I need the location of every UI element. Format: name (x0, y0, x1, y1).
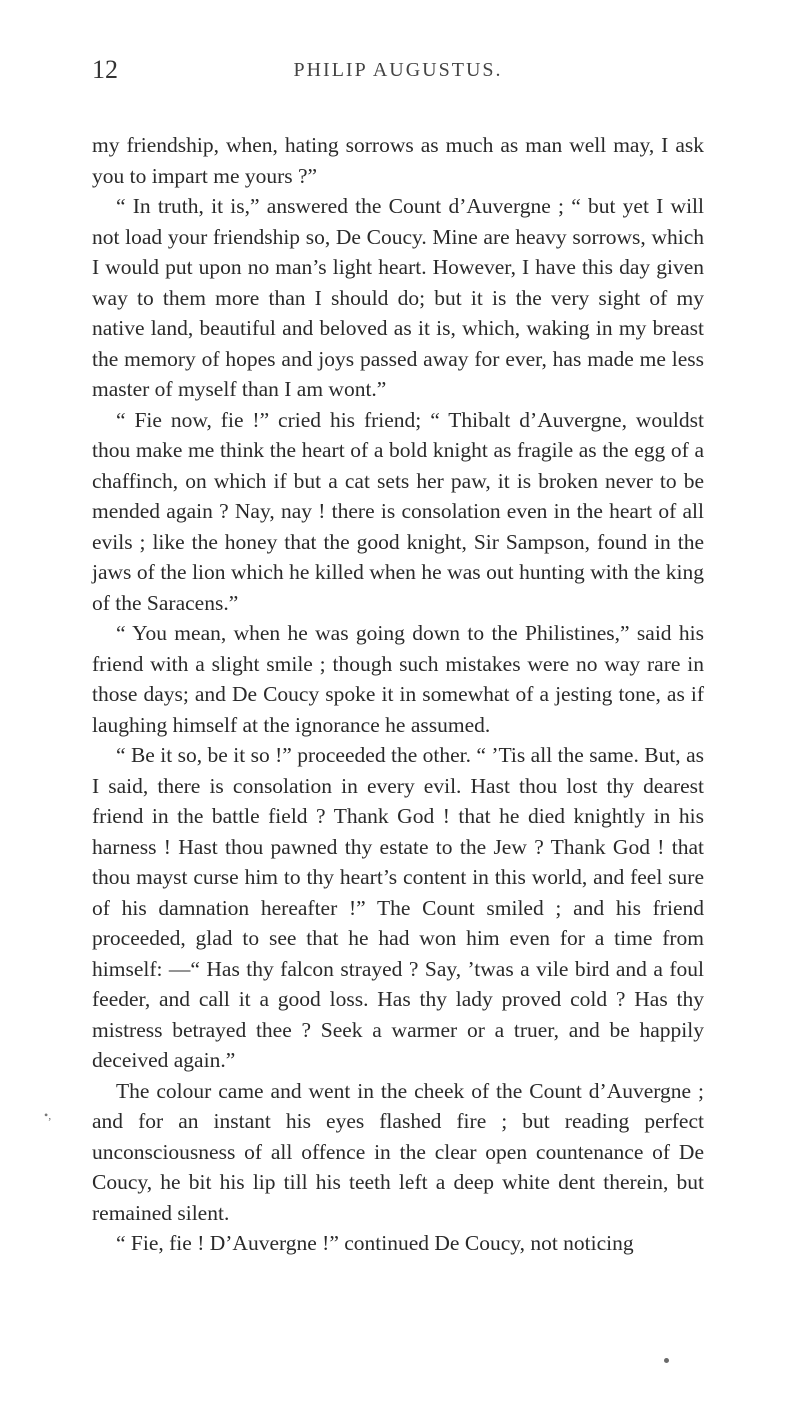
running-head (92, 52, 704, 88)
paragraph: The colour came and went in the cheek of the Count d’Auvergne ; and for an instant his eyes flashed fire ; but reading perfect unconsciousness of all offence in the clear open countenance of De Coucy, he bit his lip till his teeth left a deep white dent therein, but remained silent. (92, 1078, 704, 1225)
body-text (92, 130, 704, 1259)
paragraph: “ Fie, fie ! D’Auvergne !” continued De Coucy, not noticing (116, 1231, 634, 1255)
paragraph: “ In truth, it is,” answered the Count d’Auvergne ; “ but yet I will not load your friendship so, De Coucy. Mine are heavy sorrows, which I would put upon no man’s light heart. However, I have this day given way to them more than I should do; but it is the very sight of my native land, beautiful and beloved as it is, which, waking in my breast the memory of hopes and joys passed away for ever, has made me less master of myself than I am wont.” (92, 194, 704, 401)
page-number: 12 (92, 55, 118, 84)
ink-speck (664, 1358, 669, 1363)
paragraph: my friendship, when, hating sorrows as much as man well may, I ask you to impart me yours ?” (92, 133, 704, 188)
running-title: PHILIP AUGUSTUS. (293, 59, 503, 81)
paragraph: “ You mean, when he was going down to the Philistines,” said his friend with a slight smile ; though such mistakes were no way rare in those days; and De Coucy spoke it in somewhat of a jesting tone, as if laughing himself at the ignorance he assumed. (92, 621, 704, 737)
margin-mark: •, (44, 1108, 52, 1122)
paragraph: “ Be it so, be it so !” proceeded the other. “ ’Tis all the same. But, as I said, there is consolation in every evil. Hast thou lost thy dearest friend in the battle field ? Thank God ! that he died knightly in his harness ! Hast thou pawned thy estate to the Jew ? Thank God ! that thou mayst curse him to thy heart’s content in this world, and feel sure of his damnation hereafter !” The Count smiled ; and his friend proceeded, glad to see that he had won him even for a time from himself: —“ Has thy falcon strayed ? Say, ’twas a vile bird and a foul feeder, and call it a good loss. Has thy lady proved cold ? Has thy mistress betrayed thee ? Seek a warmer or a truer, and be happily deceived again.” (92, 743, 704, 1072)
paragraph: “ Fie now, fie !” cried his friend; “ Thibalt d’Auvergne, wouldst thou make me think the heart of a bold knight as fragile as the egg of a chaffinch, on which if but a cat sets her paw, it is broken never to be mended again ? Nay, nay ! there is consolation even in the heart of all evils ; like the honey that the good knight, Sir Sampson, found in the jaws of the lion which he killed when he was out hunting with the king of the Saracens.” (92, 407, 704, 615)
